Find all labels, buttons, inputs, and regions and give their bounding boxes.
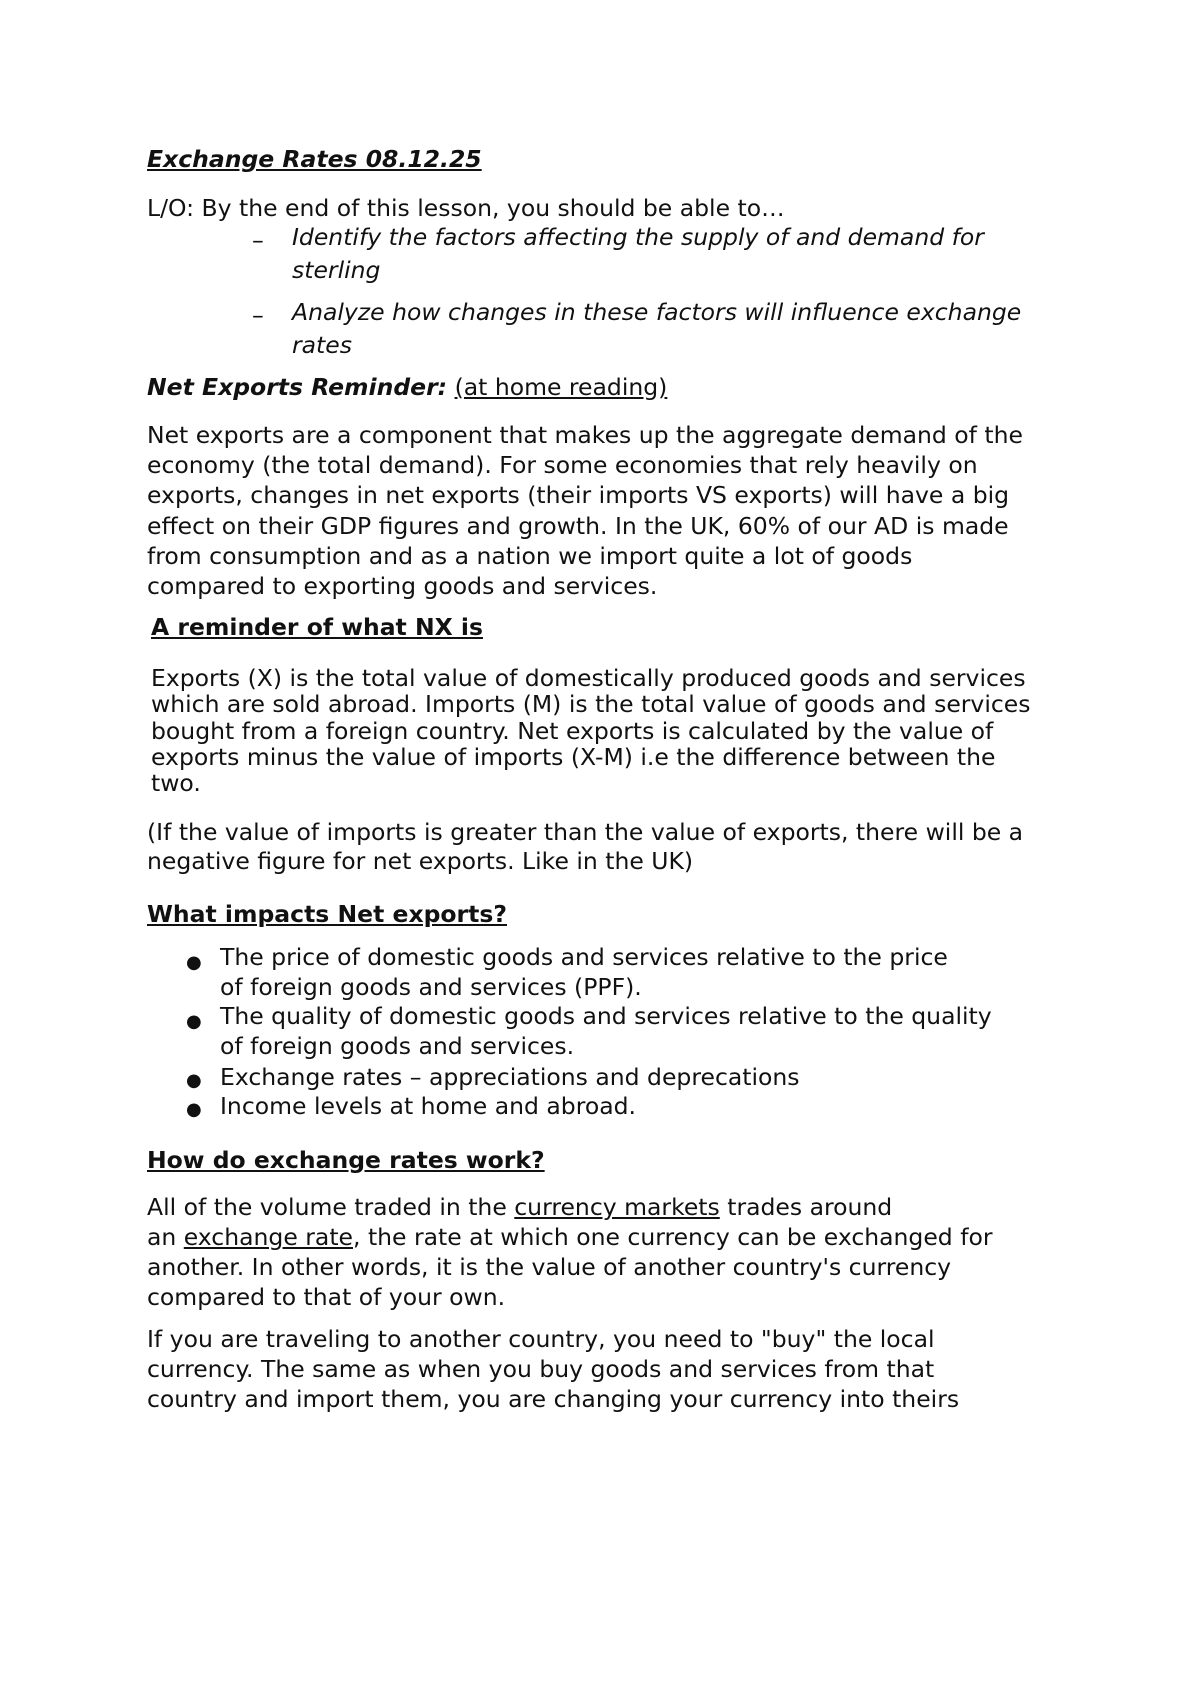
nx-reminder-note: (If the value of imports is greater than the value of exports, there will be a negative figure for net exports. Like in the UK) bbox=[147, 818, 1024, 875]
bullet-icon: ● bbox=[186, 952, 202, 973]
impacts-heading: What impacts Net exports? bbox=[147, 900, 508, 928]
bullet-icon: ● bbox=[186, 1011, 202, 1032]
nx-reminder-paragraph: Exports (X) is the total value of domestically produced goods and services which are sold abroad. Imports (M) is the total value of goods and services bought from a foreign country. Net exports is calculated by the value of exports minus the value of imports (X-M) i.e the difference between the two. bbox=[151, 664, 1031, 798]
heading-note: (at home reading) bbox=[454, 373, 668, 401]
impact-item: Exchange rates – appreciations and deprecations bbox=[220, 1063, 800, 1091]
document-title: Exchange Rates 08.12.25 bbox=[147, 145, 482, 173]
bullet-icon: ● bbox=[186, 1099, 202, 1120]
exchange-rate-link[interactable]: exchange rate bbox=[183, 1223, 353, 1251]
exchange-paragraph: All of the volume traded in the currency markets trades around an exchange rate, the rate at which one currency can be exchanged for another. In other words, it is the value of another country's currency compared to that of your own. bbox=[147, 1193, 993, 1311]
exchange-heading: How do exchange rates work? bbox=[147, 1146, 545, 1174]
dash-bullet: – bbox=[252, 301, 264, 329]
dash-bullet: – bbox=[252, 226, 264, 254]
bullet-icon: ● bbox=[186, 1070, 202, 1091]
currency-markets-link[interactable]: currency markets bbox=[514, 1193, 720, 1221]
objective-item: Identify the factors affecting the supply of and demand for sterling bbox=[292, 223, 984, 284]
travel-paragraph: If you are traveling to another country, you need to "buy" the local currency. The same as when you buy goods and services from that country and import them, you are changing your currency into theirs bbox=[147, 1325, 960, 1413]
net-exports-heading: Net Exports Reminder: (at home reading) bbox=[147, 373, 668, 401]
impact-item: The quality of domestic goods and services relative to the quality of foreign goods and services. bbox=[220, 1002, 992, 1060]
learning-objective-intro: L/O: By the end of this lesson, you should be able to… bbox=[147, 194, 785, 222]
impact-item: Income levels at home and abroad. bbox=[220, 1092, 637, 1120]
nx-reminder-heading: A reminder of what NX is bbox=[151, 613, 483, 641]
impact-item: The price of domestic goods and services relative to the price of foreign goods and services (PPF). bbox=[220, 943, 948, 1001]
objective-item: Analyze how changes in these factors will influence exchange rates bbox=[292, 298, 1022, 359]
net-exports-paragraph: Net exports are a component that makes up the aggregate demand of the economy (the total demand). For some economies that rely heavily on exports, changes in net exports (their imports VS exports) will have a big effect on their GDP figures and growth. In the UK, 60% of our AD is made from consumption and as a nation we import quite a lot of goods compared to exporting goods and services. bbox=[147, 421, 1023, 601]
